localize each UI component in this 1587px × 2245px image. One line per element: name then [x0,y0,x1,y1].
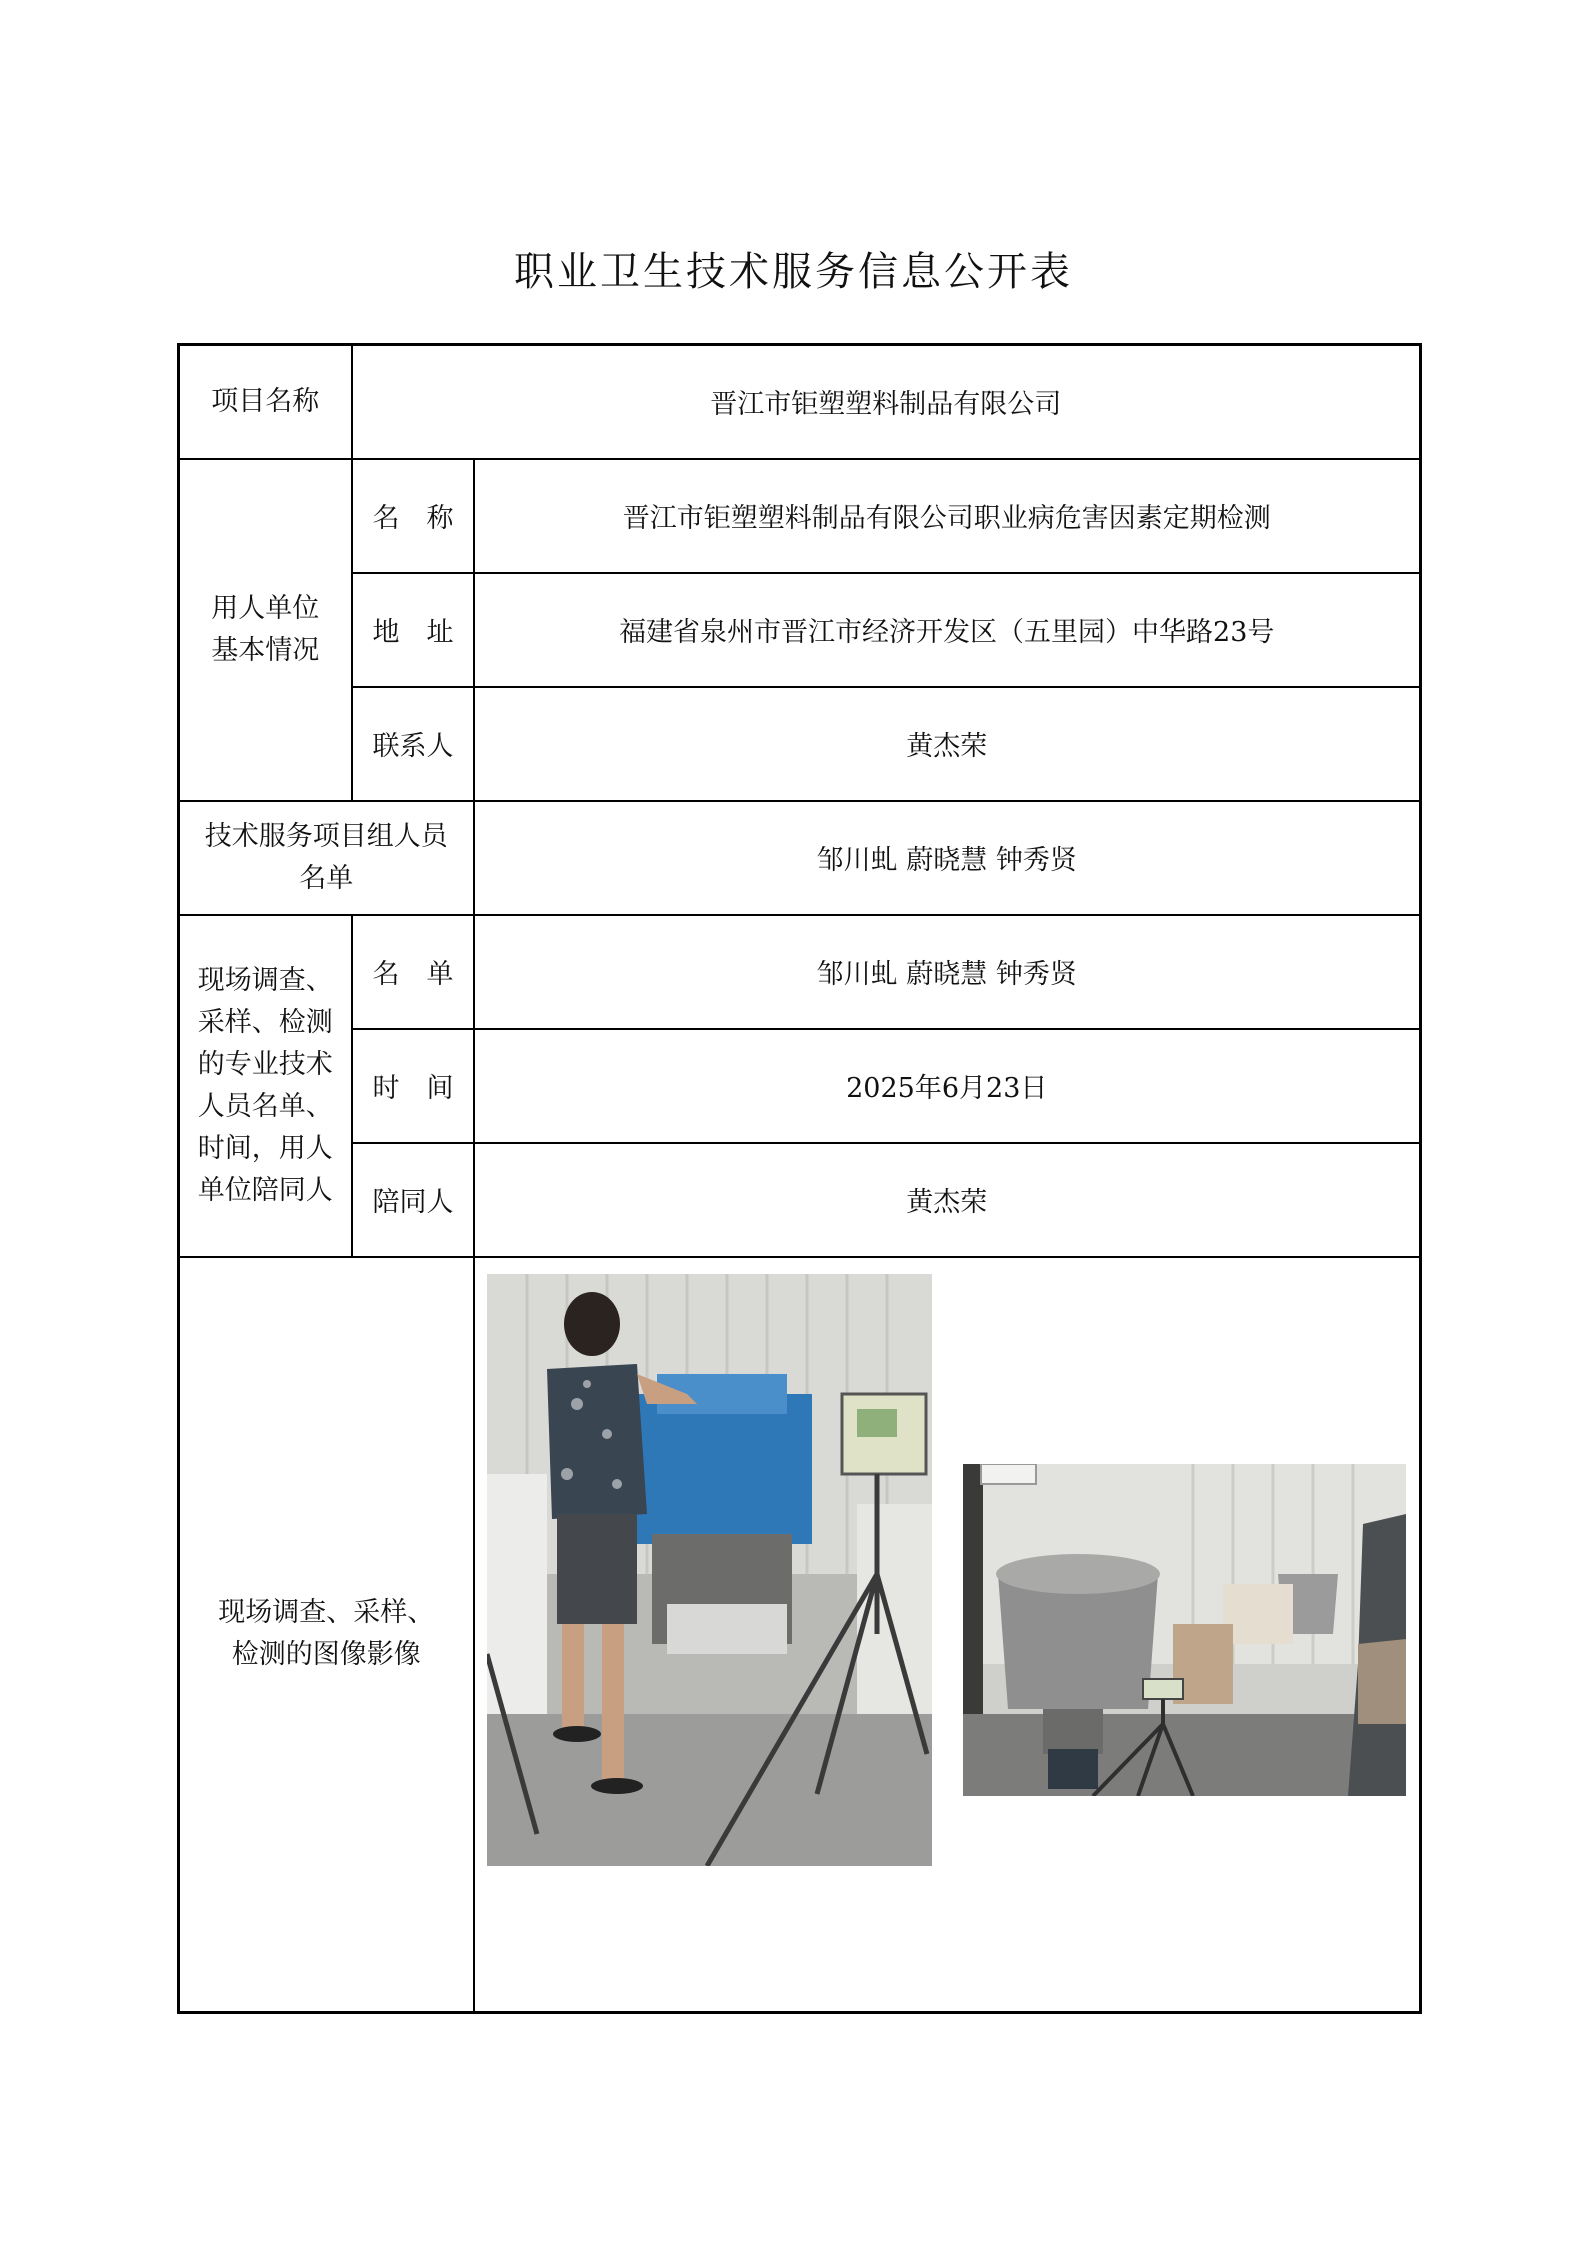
onsite-label-text: 现场调查、采样、检测的专业技术人员名单、时间，用人单位陪同人 [197,964,333,1206]
row-images [179,1257,1421,2013]
onsite-list-label: 名 单 [352,915,474,1029]
row-employer-contact [179,687,1421,801]
info-table [177,343,1422,2014]
document-title: 职业卫生技术服务信息公开表 [514,249,1073,295]
onsite-list-value: 邹川虬 蔚晓慧 钟秀贤 [474,915,1421,1029]
employer-name-value: 晋江市钜塑塑料制品有限公司职业病危害因素定期检测 [474,459,1421,573]
employer-address-value: 福建省泉州市晋江市经济开发区（五里园）中华路23号 [474,573,1421,687]
employer-contact-label: 联系人 [352,687,474,801]
row-employer-name [179,459,1421,573]
employer-label [179,459,352,801]
photo-crusher-image [487,1274,932,1866]
team-label [179,801,474,915]
photo-mixer-image [963,1464,1406,1796]
photo-mixer-sampling [963,1464,1406,1796]
team-label-text: 技术服务项目组人员名单 [204,820,448,894]
row-onsite-time [179,1029,1421,1143]
onsite-label [179,915,352,1257]
employer-label-text: 用人单位基本情况 [211,592,320,666]
row-onsite-escort [179,1143,1421,1257]
team-value: 邹川虬 蔚晓慧 钟秀贤 [474,801,1421,915]
onsite-escort-value: 黄杰荣 [474,1143,1421,1257]
employer-address-label: 地 址 [352,573,474,687]
images-cell [474,1257,1421,2013]
row-onsite-list [179,915,1421,1029]
onsite-time-value: 2025年6月23日 [474,1029,1421,1143]
onsite-time-label: 时 间 [352,1029,474,1143]
row-project [179,345,1421,459]
project-label: 项目名称 [179,345,352,459]
onsite-escort-label: 陪同人 [352,1143,474,1257]
images-label-text: 现场调查、采样、检测的图像影像 [218,1597,435,1671]
employer-contact-value: 黄杰荣 [474,687,1421,801]
images-label [179,1257,474,2013]
employer-name-label: 名 称 [352,459,474,573]
row-employer-address [179,573,1421,687]
photo-crusher-sampling [487,1274,932,1866]
row-team [179,801,1421,915]
project-value: 晋江市钜塑塑料制品有限公司 [352,345,1421,459]
